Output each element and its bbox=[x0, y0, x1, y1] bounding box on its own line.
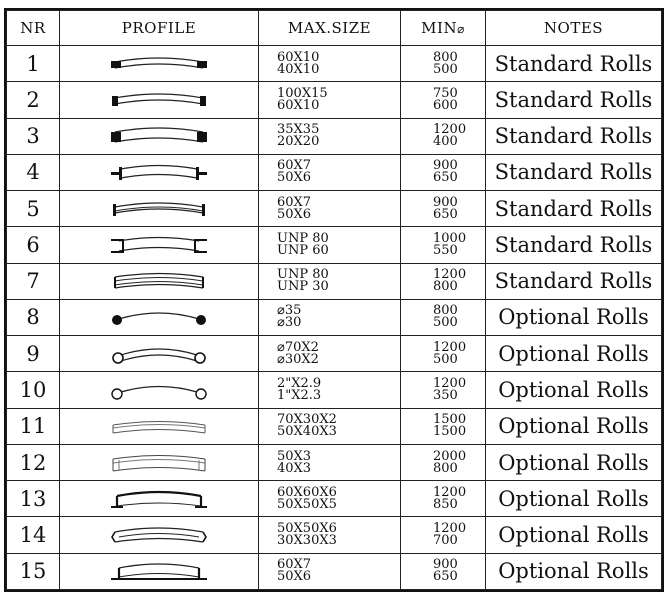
row-number: 8 bbox=[7, 299, 60, 335]
row-number: 2 bbox=[7, 82, 60, 118]
row-number: 5 bbox=[7, 191, 60, 227]
max-size-cell bbox=[259, 444, 401, 480]
profile-table bbox=[6, 10, 662, 590]
row-number: 15 bbox=[7, 553, 60, 589]
min-diameter-cell bbox=[401, 481, 486, 517]
max-size-cell bbox=[259, 46, 401, 82]
notes-cell: Optional Rolls bbox=[486, 372, 662, 408]
min-diameter-cell bbox=[401, 553, 486, 589]
square-bar-icon bbox=[60, 124, 258, 148]
min-diameter-cell bbox=[401, 263, 486, 299]
max-size-cell bbox=[259, 553, 401, 589]
notes-cell: Standard Rolls bbox=[486, 263, 662, 299]
max-size-value: ⌀30X2 bbox=[277, 351, 319, 367]
profile-cell bbox=[60, 517, 259, 553]
profile-cell bbox=[60, 336, 259, 372]
rect-tube-icon bbox=[60, 414, 258, 438]
max-size-value: 60X7 bbox=[277, 158, 312, 174]
max-size-value: ⌀70X2 bbox=[277, 339, 319, 355]
profile-cell bbox=[60, 553, 259, 589]
max-size-value: 60X60X6 bbox=[277, 484, 337, 500]
flat-bar-hard-way-icon bbox=[60, 88, 258, 112]
min-diameter-value: 1200 bbox=[433, 376, 467, 392]
unp-channel-flat-icon bbox=[60, 269, 258, 293]
min-diameter-cell bbox=[401, 154, 486, 190]
max-size-cell bbox=[259, 481, 401, 517]
max-size-cell bbox=[259, 372, 401, 408]
notes-cell: Standard Rolls bbox=[486, 227, 662, 263]
profile-cell bbox=[60, 227, 259, 263]
unp-channel-icon bbox=[60, 233, 258, 257]
table-row bbox=[7, 263, 662, 299]
profile-cell bbox=[60, 118, 259, 154]
min-diameter-value: 800 bbox=[433, 49, 458, 65]
min-diameter-value: 1200 bbox=[433, 339, 467, 355]
max-size-value: 50X6 bbox=[277, 569, 312, 585]
max-size-value: 20X20 bbox=[277, 134, 320, 150]
max-size-cell bbox=[259, 408, 401, 444]
row-number: 3 bbox=[7, 118, 60, 154]
row-number: 1 bbox=[7, 46, 60, 82]
table-row bbox=[7, 46, 662, 82]
max-size-value: 35X35 bbox=[277, 122, 320, 138]
max-size-value: 30X30X3 bbox=[277, 533, 337, 549]
max-size-value: 40X3 bbox=[277, 460, 312, 476]
table-row bbox=[7, 444, 662, 480]
header-max-size: MAX.SIZE bbox=[259, 11, 401, 46]
min-diameter-value: 400 bbox=[433, 134, 458, 150]
max-size-cell bbox=[259, 82, 401, 118]
notes-cell: Standard Rolls bbox=[486, 191, 662, 227]
row-number: 10 bbox=[7, 372, 60, 408]
min-diameter-value: 650 bbox=[433, 206, 458, 222]
min-diameter-value: 650 bbox=[433, 170, 458, 186]
min-diameter-cell bbox=[401, 517, 486, 553]
round-bar-icon bbox=[60, 305, 258, 329]
table-row bbox=[7, 82, 662, 118]
min-diameter-cell bbox=[401, 46, 486, 82]
round-tube-icon bbox=[60, 342, 258, 366]
profile-cell bbox=[60, 82, 259, 118]
max-size-cell bbox=[259, 191, 401, 227]
max-size-value: 60X7 bbox=[277, 557, 312, 573]
max-size-value: 50X40X3 bbox=[277, 424, 337, 440]
table-row bbox=[7, 517, 662, 553]
notes-cell: Optional Rolls bbox=[486, 408, 662, 444]
min-diameter-value: 500 bbox=[433, 351, 458, 367]
row-number: 6 bbox=[7, 227, 60, 263]
notes-cell: Standard Rolls bbox=[486, 118, 662, 154]
min-diameter-value: 600 bbox=[433, 97, 458, 113]
max-size-value: UNP 30 bbox=[277, 279, 329, 295]
min-diameter-cell bbox=[401, 408, 486, 444]
max-size-value: 50X6 bbox=[277, 170, 312, 186]
min-diameter-cell bbox=[401, 227, 486, 263]
max-size-value: ⌀30 bbox=[277, 315, 302, 331]
table-row bbox=[7, 372, 662, 408]
max-size-value: 60X10 bbox=[277, 49, 320, 65]
min-diameter-value: 700 bbox=[433, 533, 458, 549]
table-row bbox=[7, 118, 662, 154]
max-size-value: 2"X2.9 bbox=[277, 376, 322, 392]
max-size-cell bbox=[259, 299, 401, 335]
min-diameter-cell bbox=[401, 118, 486, 154]
notes-cell: Optional Rolls bbox=[486, 336, 662, 372]
max-size-value: 1"X2.3 bbox=[277, 388, 322, 404]
profile-cell bbox=[60, 46, 259, 82]
header-nr: NR bbox=[7, 11, 60, 46]
row-number: 9 bbox=[7, 336, 60, 372]
min-diameter-value: 900 bbox=[433, 158, 458, 174]
min-diameter-value: 1500 bbox=[433, 424, 467, 440]
max-size-value: 100X15 bbox=[277, 85, 328, 101]
profile-cell bbox=[60, 299, 259, 335]
header-notes: NOTES bbox=[486, 11, 662, 46]
max-size-cell bbox=[259, 154, 401, 190]
profile-cell bbox=[60, 263, 259, 299]
min-diameter-value: 350 bbox=[433, 388, 458, 404]
angle-out-icon bbox=[60, 523, 258, 547]
profile-cell bbox=[60, 191, 259, 227]
max-size-cell bbox=[259, 263, 401, 299]
square-tube-icon bbox=[60, 451, 258, 475]
min-diameter-value: 800 bbox=[433, 460, 458, 476]
profile-cell bbox=[60, 444, 259, 480]
min-diameter-value: 1200 bbox=[433, 521, 467, 537]
min-diameter-value: 800 bbox=[433, 303, 458, 319]
max-size-value: ⌀35 bbox=[277, 303, 302, 319]
max-size-cell bbox=[259, 336, 401, 372]
row-number: 11 bbox=[7, 408, 60, 444]
profile-cell bbox=[60, 372, 259, 408]
max-size-cell bbox=[259, 227, 401, 263]
max-size-value: 50X3 bbox=[277, 448, 312, 464]
diameter-symbol: ⌀ bbox=[457, 22, 465, 36]
table-row bbox=[7, 408, 662, 444]
max-size-value: UNP 80 bbox=[277, 267, 329, 283]
min-diameter-value: 750 bbox=[433, 85, 458, 101]
profile-cell bbox=[60, 481, 259, 517]
min-diameter-value: 500 bbox=[433, 61, 458, 77]
max-size-value: 50X50X6 bbox=[277, 521, 337, 537]
table-row bbox=[7, 336, 662, 372]
min-diameter-cell bbox=[401, 299, 486, 335]
min-diameter-value: 2000 bbox=[433, 448, 467, 464]
flat-bar-icon bbox=[60, 52, 258, 76]
min-diameter-value: 1000 bbox=[433, 230, 467, 246]
notes-cell: Optional Rolls bbox=[486, 444, 662, 480]
min-diameter-value: 500 bbox=[433, 315, 458, 331]
table-row bbox=[7, 227, 662, 263]
notes-cell: Optional Rolls bbox=[486, 299, 662, 335]
max-size-value: 60X10 bbox=[277, 97, 320, 113]
max-size-cell bbox=[259, 118, 401, 154]
row-number: 12 bbox=[7, 444, 60, 480]
profile-cell bbox=[60, 154, 259, 190]
max-size-cell bbox=[259, 517, 401, 553]
notes-cell: Standard Rolls bbox=[486, 82, 662, 118]
row-number: 4 bbox=[7, 154, 60, 190]
min-diameter-value: 1200 bbox=[433, 122, 467, 138]
angle-in-icon bbox=[60, 487, 258, 511]
max-size-value: 60X7 bbox=[277, 194, 312, 210]
t-bar-icon bbox=[60, 160, 258, 184]
header-row bbox=[7, 11, 662, 46]
min-diameter-value: 1500 bbox=[433, 412, 467, 428]
max-size-value: 70X30X2 bbox=[277, 412, 337, 428]
min-diameter-cell bbox=[401, 82, 486, 118]
min-diameter-cell bbox=[401, 372, 486, 408]
table-row bbox=[7, 191, 662, 227]
profile-table-sheet bbox=[4, 8, 664, 592]
min-diameter-value: 650 bbox=[433, 569, 458, 585]
min-diameter-value: 850 bbox=[433, 496, 458, 512]
min-diameter-value: 1200 bbox=[433, 267, 467, 283]
notes-cell: Optional Rolls bbox=[486, 481, 662, 517]
max-size-value: 50X6 bbox=[277, 206, 312, 222]
min-diameter-cell bbox=[401, 444, 486, 480]
table-row bbox=[7, 154, 662, 190]
max-size-value: 40X10 bbox=[277, 61, 320, 77]
table-row bbox=[7, 481, 662, 517]
profile-cell bbox=[60, 408, 259, 444]
min-diameter-value: 800 bbox=[433, 279, 458, 295]
header-min-diameter bbox=[401, 11, 486, 46]
notes-cell: Optional Rolls bbox=[486, 517, 662, 553]
max-size-value: UNP 60 bbox=[277, 242, 329, 258]
row-number: 14 bbox=[7, 517, 60, 553]
notes-cell: Optional Rolls bbox=[486, 553, 662, 589]
min-diameter-cell bbox=[401, 191, 486, 227]
header-min-label: MIN bbox=[421, 19, 458, 37]
table-row bbox=[7, 553, 662, 589]
table-row bbox=[7, 299, 662, 335]
min-diameter-value: 550 bbox=[433, 242, 458, 258]
notes-cell: Standard Rolls bbox=[486, 46, 662, 82]
min-diameter-value: 1200 bbox=[433, 484, 467, 500]
row-number: 7 bbox=[7, 263, 60, 299]
header-profile: PROFILE bbox=[60, 11, 259, 46]
max-size-value: UNP 80 bbox=[277, 230, 329, 246]
min-diameter-value: 900 bbox=[433, 557, 458, 573]
t-section-icon bbox=[60, 559, 258, 583]
min-diameter-cell bbox=[401, 336, 486, 372]
min-diameter-value: 900 bbox=[433, 194, 458, 210]
pipe-icon bbox=[60, 378, 258, 402]
notes-cell: Standard Rolls bbox=[486, 154, 662, 190]
t-bar-reverse-icon bbox=[60, 197, 258, 221]
max-size-value: 50X50X5 bbox=[277, 496, 337, 512]
row-number: 13 bbox=[7, 481, 60, 517]
